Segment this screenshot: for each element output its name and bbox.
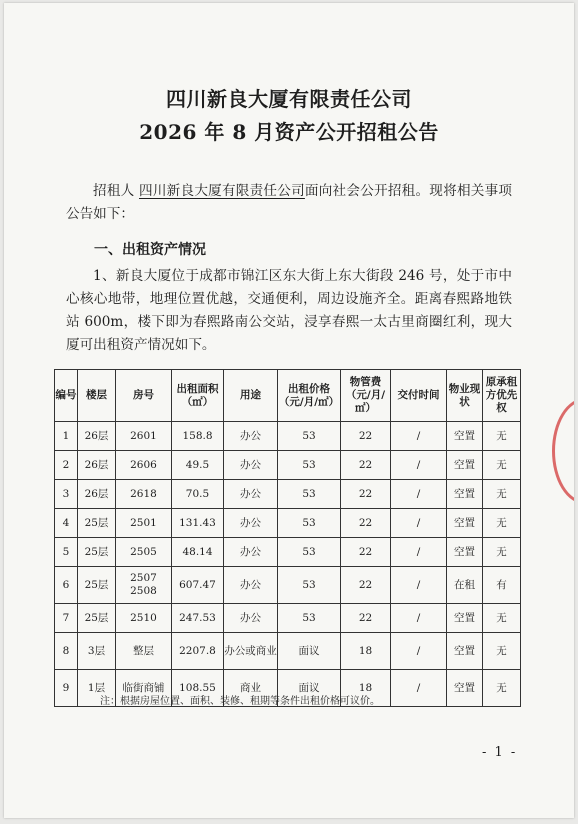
table-cell: 2501 (116, 509, 172, 538)
table-cell: 6 (55, 567, 78, 604)
table-cell: 26层 (78, 422, 116, 451)
table-cell: 26层 (78, 451, 116, 480)
table-cell: 面议 (278, 670, 341, 707)
table-cell: 临街商铺 (116, 670, 172, 707)
table-cell: 8 (55, 633, 78, 670)
page-number: - 1 - (482, 745, 518, 760)
table-cell: / (391, 480, 447, 509)
table-cell: 22 (341, 480, 391, 509)
table-body (55, 422, 521, 707)
table-cell: 18 (341, 633, 391, 670)
table-cell: 247.53 (172, 604, 224, 633)
table-cell: 3层 (78, 633, 116, 670)
table-cell: 商业 (224, 670, 278, 707)
table-cell: 22 (341, 509, 391, 538)
table-row (55, 633, 521, 670)
table-cell: / (391, 451, 447, 480)
table-cell: 22 (341, 422, 391, 451)
table-cell: 53 (278, 604, 341, 633)
intro-paragraph (66, 180, 512, 226)
table-cell: 25层 (78, 604, 116, 633)
table-cell: 9 (55, 670, 78, 707)
table-cell: 70.5 (172, 480, 224, 509)
table-cell: 空置 (447, 509, 483, 538)
column-header: 原承租方优先权 (483, 370, 521, 422)
table-row (55, 451, 521, 480)
table-cell: 办公 (224, 538, 278, 567)
title-company: 四川新良大厦有限责任公司 (166, 87, 412, 111)
column-header: 出租价格（元/月/㎡） (278, 370, 341, 422)
table-cell: 53 (278, 480, 341, 509)
table-row (55, 604, 521, 633)
intro-suffix: 面向社会公开招租。现将相关事项公告如下： (66, 183, 513, 222)
red-seal-stamp (552, 398, 574, 504)
table-cell: 53 (278, 451, 341, 480)
table-cell: 空置 (447, 604, 483, 633)
table-cell: 办公 (224, 451, 278, 480)
table-cell: 25层 (78, 509, 116, 538)
table-cell: 22 (341, 451, 391, 480)
intro-prefix: 招租人 (93, 183, 140, 199)
table-cell: 无 (483, 604, 521, 633)
table-cell: 5 (55, 538, 78, 567)
column-header: 物管费（元/月/㎡） (341, 370, 391, 422)
table-cell: 26层 (78, 480, 116, 509)
table-cell: 办公 (224, 480, 278, 509)
table-cell: 无 (483, 538, 521, 567)
table-cell: 无 (483, 480, 521, 509)
table-cell: 有 (483, 567, 521, 604)
table-cell: 7 (55, 604, 78, 633)
table-cell: 158.8 (172, 422, 224, 451)
table-cell: 空置 (447, 480, 483, 509)
column-header: 交付时间 (391, 370, 447, 422)
section-heading-assets: 一、出租资产情况 (94, 242, 206, 258)
table-cell: 25层 (78, 538, 116, 567)
table-cell: / (391, 509, 447, 538)
description-paragraph: 1、新良大厦位于成都市锦江区东大街上东大街段 246 号，处于市中心核心地带，地理位置优越，交通便利，周边设施齐全。距离春熙路地铁站 600m，楼下即为春熙路南公交站，浸享春熙一太古里商圈红利，现大厦可出租资产情况如下。 (66, 268, 512, 353)
table-cell: 无 (483, 509, 521, 538)
table-cell: 53 (278, 422, 341, 451)
table-cell: 空置 (447, 670, 483, 707)
table-cell: / (391, 604, 447, 633)
table-cell: 办公 (224, 567, 278, 604)
table-cell: 607.47 (172, 567, 224, 604)
table-cell: / (391, 670, 447, 707)
table-cell: 2507 2508 (116, 567, 172, 604)
intro-company: 四川新良大厦有限责任公司 (139, 183, 305, 199)
table-cell: 空置 (447, 422, 483, 451)
table-cell: 无 (483, 422, 521, 451)
table-cell: 2207.8 (172, 633, 224, 670)
table-cell: 53 (278, 509, 341, 538)
title-announcement: 2026 年 8 月资产公开招租公告 (139, 120, 439, 144)
table-cell: 22 (341, 538, 391, 567)
table-cell: 18 (341, 670, 391, 707)
table-cell: 3 (55, 480, 78, 509)
table-cell: 53 (278, 538, 341, 567)
table-cell: 无 (483, 633, 521, 670)
table-cell: 无 (483, 451, 521, 480)
table-row (55, 567, 521, 604)
table-cell: / (391, 633, 447, 670)
table-row (55, 422, 521, 451)
table-cell: 2601 (116, 422, 172, 451)
table-cell: 2618 (116, 480, 172, 509)
table-cell: 25层 (78, 567, 116, 604)
table-cell: 1层 (78, 670, 116, 707)
table-cell: 办公或商业 (224, 633, 278, 670)
table-cell: 办公 (224, 604, 278, 633)
table-cell: / (391, 422, 447, 451)
table-cell: 空置 (447, 451, 483, 480)
table-cell: 空置 (447, 538, 483, 567)
table-cell: 空置 (447, 633, 483, 670)
table-cell: 1 (55, 422, 78, 451)
table-header-row (55, 370, 521, 422)
column-header: 编号 (55, 370, 78, 422)
table-cell: 53 (278, 567, 341, 604)
document-page (4, 3, 574, 818)
column-header: 房号 (116, 370, 172, 422)
table-cell: 22 (341, 567, 391, 604)
price-note: 注：根据房屋位置、面积、装修、租期等条件出租价格可议价。 (100, 696, 380, 707)
table-cell: 2510 (116, 604, 172, 633)
table-cell: 面议 (278, 633, 341, 670)
column-header: 出租面积（㎡） (172, 370, 224, 422)
table-cell: 2606 (116, 451, 172, 480)
table-cell: 4 (55, 509, 78, 538)
table-cell: 49.5 (172, 451, 224, 480)
table-row (55, 538, 521, 567)
table-cell: 办公 (224, 509, 278, 538)
table-cell: 整层 (116, 633, 172, 670)
table-cell: 22 (341, 604, 391, 633)
table-cell: / (391, 567, 447, 604)
table-cell: 108.55 (172, 670, 224, 707)
table-cell: / (391, 538, 447, 567)
table-cell: 在租 (447, 567, 483, 604)
column-header: 楼层 (78, 370, 116, 422)
column-header: 用途 (224, 370, 278, 422)
column-header: 物业现状 (447, 370, 483, 422)
table-row (55, 509, 521, 538)
assets-table (54, 369, 521, 707)
table-row (55, 480, 521, 509)
table-cell: 2 (55, 451, 78, 480)
table-cell: 2505 (116, 538, 172, 567)
table-cell: 无 (483, 670, 521, 707)
table-cell: 131.43 (172, 509, 224, 538)
table-cell: 办公 (224, 422, 278, 451)
table-cell: 48.14 (172, 538, 224, 567)
